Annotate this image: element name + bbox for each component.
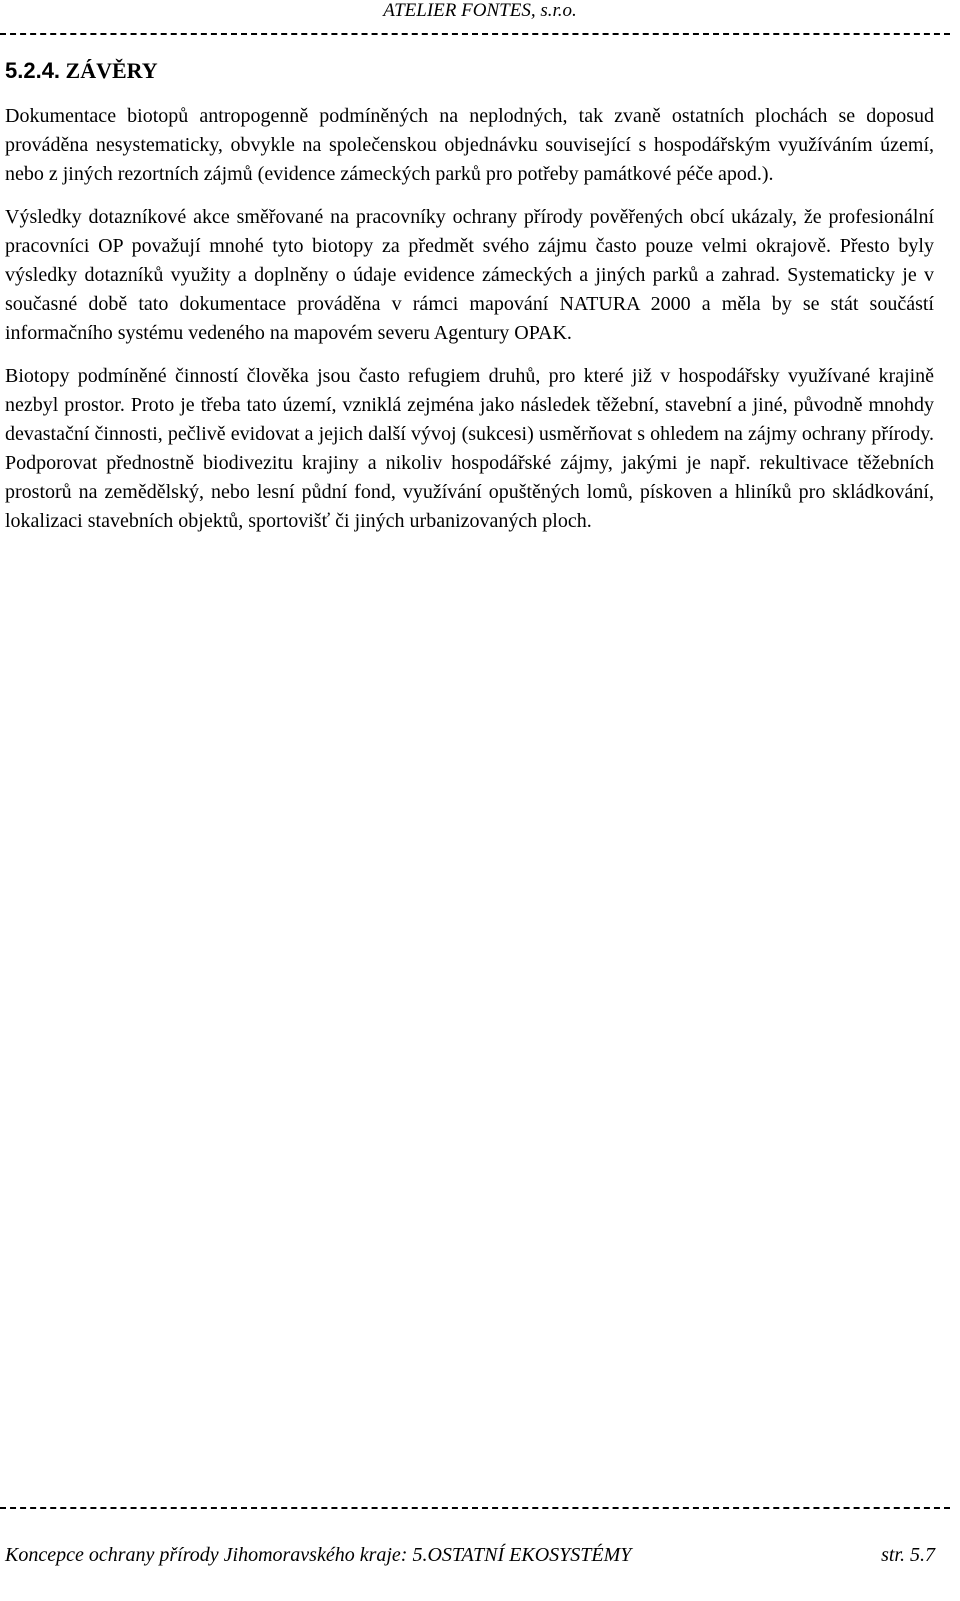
footer-page-number: str. 5.7 — [881, 1544, 935, 1566]
footer-document-title: Koncepce ochrany přírody Jihomoravského kraje: 5.OSTATNÍ EKOSYSTÉMY — [5, 1544, 632, 1566]
paragraph-intro: Dokumentace biotopů antropogenně podmíněných na neplodných, tak zvaně ostatních plochách se doposud prováděna nesystematicky, obvykle na společenskou objednávku související s hospodářským využíváním území, nebo z jiných rezortních zájmů (evidence zámeckých parků pro potřeby památkové péče apod.). — [5, 105, 934, 185]
page-footer — [0, 1507, 960, 1601]
section-title: ZÁVĚRY — [65, 58, 158, 83]
main-content — [5, 58, 934, 550]
page-header — [0, 0, 960, 44]
section-number: 5.2.4. — [5, 58, 61, 83]
company-name: ATELIER FONTES, s.r.o. — [383, 0, 577, 21]
footer-divider — [0, 1507, 950, 1509]
header-divider — [0, 33, 950, 35]
paragraph-survey-results: Výsledky dotazníkové akce směřované na pracovníky ochrany přírody pověřených obcí ukázaly, že profesionální pracovníci OP považují mnohé tyto biotopy za předmět svého zájmu často pouze velmi okrajově. Přesto byly výsledky dotazníků využity a doplněny o údaje evidence zámeckých a jiných parků a zahrad. Systematicky je v současné době tato dokumentace prováděna v rámci mapování NATURA 2000 a měla by se stát součástí informačního systému vedeného na mapovém severu Agentury OPAK. — [5, 206, 934, 344]
paragraph-biotopes: Biotopy podmíněné činností člověka jsou často refugiem druhů, pro které již v hospodářsky využívané krajině nezbyl prostor. Proto je třeba tato území, vzniklá zejména jako následek těžební, stavební a jiné, původně mnohdy devastační činnosti, pečlivě evidovat a jejich další vývoj (sukcesi) usměrňovat s ohledem na zájmy ochrany přírody. Podporovat přednostně biodivezitu krajiny a nikoliv hospodářské zájmy, jakými je např. rekultivace těžebních prostorů na zemědělský, nebo lesní půdní fond, využívání opuštěných lomů, pískoven a hliníků pro skládkování, lokalizaci stavebních objektů, sportovišť či jiných urbanizovaných ploch. — [5, 365, 934, 532]
section-heading — [5, 58, 934, 84]
